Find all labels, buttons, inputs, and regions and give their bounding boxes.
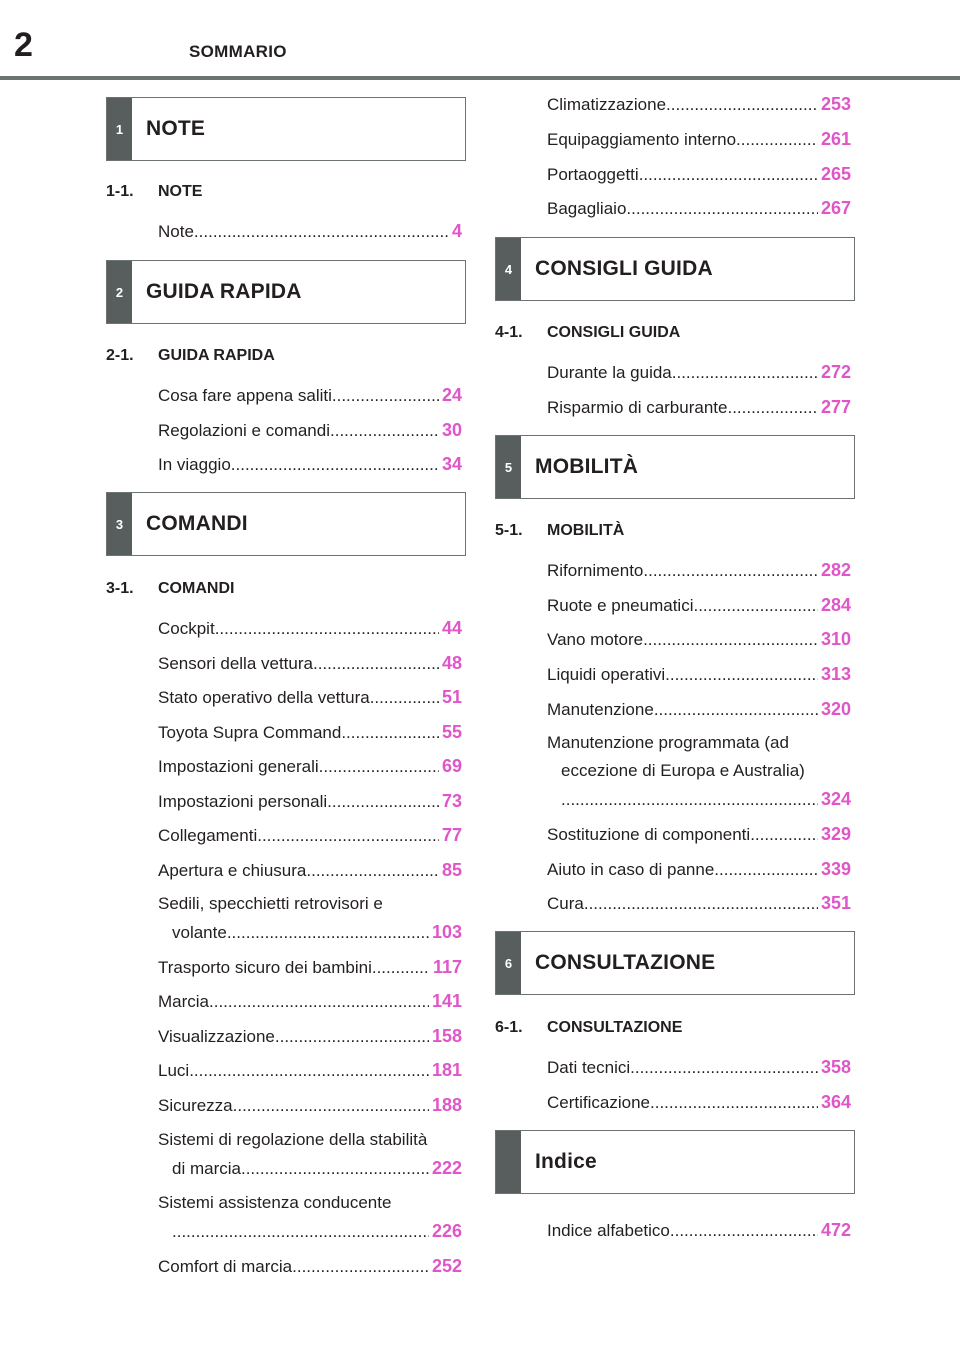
toc-entry-label: Aiuto in caso di panne bbox=[547, 860, 715, 879]
toc-entry-label: Climatizzazione bbox=[547, 95, 667, 114]
toc-entry[interactable] bbox=[158, 1189, 462, 1246]
dot-leader bbox=[189, 1057, 429, 1085]
section-number: 3-1. bbox=[106, 580, 134, 597]
section-title: NOTE bbox=[158, 183, 203, 200]
dot-leader bbox=[693, 592, 817, 620]
toc-entry-label: Manutenzione programmata (ad bbox=[547, 733, 789, 752]
dot-leader bbox=[736, 126, 818, 154]
toc-entry-label: eccezione di Europa e Australia) bbox=[561, 761, 805, 780]
toc-entry-label: Cura bbox=[547, 894, 584, 913]
toc-entry[interactable] bbox=[158, 787, 462, 816]
section-heading bbox=[106, 183, 202, 201]
dot-leader bbox=[341, 719, 439, 747]
toc-entry-label: Equipaggiamento interno bbox=[547, 130, 737, 149]
toc-page-number[interactable]: 339 bbox=[820, 859, 851, 879]
dot-leader bbox=[672, 359, 818, 387]
toc-page-number[interactable]: 272 bbox=[820, 362, 851, 382]
dot-leader bbox=[332, 382, 439, 410]
dot-leader bbox=[561, 786, 818, 814]
toc-page-number[interactable]: 181 bbox=[431, 1060, 462, 1080]
toc-entry[interactable] bbox=[158, 614, 462, 643]
dot-leader bbox=[241, 1155, 429, 1183]
section-number: 5-1. bbox=[495, 522, 523, 539]
toc-page-number[interactable]: 222 bbox=[431, 1158, 462, 1178]
toc-entry[interactable] bbox=[547, 1053, 851, 1082]
toc-page-number[interactable]: 284 bbox=[820, 595, 851, 615]
dot-leader bbox=[654, 696, 818, 724]
toc-page-number[interactable]: 310 bbox=[820, 629, 851, 649]
chapter-title: CONSULTAZIONE bbox=[535, 951, 716, 974]
toc-page-number[interactable]: 24 bbox=[441, 385, 462, 405]
toc-entry-label: Durante la guida bbox=[547, 363, 672, 382]
page-header bbox=[0, 0, 960, 80]
toc-page-number[interactable]: 320 bbox=[820, 699, 851, 719]
toc-entry-label: Portaoggetti bbox=[547, 165, 639, 184]
chapter-number-tab: 3 bbox=[107, 493, 132, 555]
dot-leader bbox=[714, 856, 818, 884]
chapter-number-tab: 6 bbox=[496, 932, 521, 994]
section-number: 1-1. bbox=[106, 183, 134, 200]
toc-page-number[interactable]: 85 bbox=[441, 860, 462, 880]
toc-entry-label: Certificazione bbox=[547, 1093, 650, 1112]
dot-leader bbox=[639, 161, 818, 189]
dot-leader bbox=[209, 988, 429, 1016]
toc-page-number[interactable]: 4 bbox=[451, 221, 462, 241]
header-title: SOMMARIO bbox=[189, 42, 287, 61]
dot-leader bbox=[670, 1217, 818, 1245]
toc-entry[interactable] bbox=[158, 381, 462, 410]
toc-entry-label: Sostituzione di componenti bbox=[547, 825, 751, 844]
toc-entry[interactable] bbox=[158, 683, 462, 712]
toc-page-number[interactable]: 117 bbox=[432, 957, 462, 977]
toc-page-number[interactable]: 34 bbox=[441, 454, 462, 474]
toc-page-number[interactable]: 69 bbox=[441, 756, 462, 776]
toc-page-number[interactable]: 55 bbox=[441, 722, 462, 742]
dot-leader bbox=[750, 821, 818, 849]
section-number: 2-1. bbox=[106, 347, 134, 364]
toc-entry[interactable] bbox=[547, 358, 851, 387]
chapter-heading-box[interactable] bbox=[495, 435, 855, 499]
dot-leader bbox=[372, 954, 430, 982]
toc-entry[interactable] bbox=[158, 1091, 462, 1120]
dot-leader bbox=[330, 417, 439, 445]
toc-entry[interactable] bbox=[547, 90, 851, 119]
dot-leader bbox=[227, 919, 429, 947]
toc-entry-label: Note bbox=[158, 222, 194, 241]
section-heading bbox=[495, 324, 680, 342]
dot-leader bbox=[275, 1023, 429, 1051]
toc-page-number[interactable]: 313 bbox=[820, 664, 851, 684]
toc-entry-label: Sensori della vettura bbox=[158, 654, 313, 673]
chapter-title: GUIDA RAPIDA bbox=[146, 280, 302, 303]
toc-entry[interactable] bbox=[158, 1252, 462, 1281]
chapter-heading-box[interactable] bbox=[106, 97, 466, 161]
dot-leader bbox=[650, 1089, 818, 1117]
toc-entry[interactable] bbox=[158, 718, 462, 747]
section-title: GUIDA RAPIDA bbox=[158, 347, 275, 364]
toc-entry-label: di marcia bbox=[172, 1159, 241, 1178]
chapter-title: CONSIGLI GUIDA bbox=[535, 257, 713, 280]
toc-entry[interactable] bbox=[158, 1022, 462, 1051]
toc-entry-label: Sicurezza bbox=[158, 1096, 233, 1115]
chapter-number-tab: 1 bbox=[107, 98, 132, 160]
toc-entry[interactable] bbox=[547, 695, 851, 724]
section-number: 6-1. bbox=[495, 1019, 523, 1036]
toc-entry-label: Apertura e chiusura bbox=[158, 861, 307, 880]
toc-entry[interactable] bbox=[158, 953, 462, 982]
toc-entry[interactable] bbox=[158, 890, 462, 947]
page-number: 2 bbox=[14, 26, 33, 64]
toc-entry[interactable] bbox=[547, 194, 851, 223]
toc-entry[interactable] bbox=[547, 591, 851, 620]
dot-leader bbox=[327, 788, 439, 816]
chapter-title: COMANDI bbox=[146, 512, 248, 535]
toc-page-number[interactable]: 158 bbox=[431, 1026, 462, 1046]
dot-leader bbox=[319, 753, 439, 781]
toc-entry-label: Toyota Supra Command bbox=[158, 723, 342, 742]
toc-page-number[interactable]: 226 bbox=[431, 1221, 462, 1241]
toc-entry-label: Dati tecnici bbox=[547, 1058, 631, 1077]
toc-entry-label: Stato operativo della vettura bbox=[158, 688, 370, 707]
toc-entry-label: Cockpit bbox=[158, 619, 215, 638]
toc-entry-label: Manutenzione bbox=[547, 700, 654, 719]
toc-entry-label: Marcia bbox=[158, 992, 210, 1011]
toc-entry[interactable] bbox=[547, 889, 851, 918]
toc-entry[interactable] bbox=[547, 625, 851, 654]
toc-page-number[interactable]: 472 bbox=[820, 1220, 851, 1240]
dot-leader bbox=[370, 684, 439, 712]
chapter-heading-box[interactable] bbox=[106, 492, 466, 556]
dot-leader bbox=[626, 195, 818, 223]
dot-leader bbox=[665, 661, 818, 689]
dot-leader bbox=[306, 857, 439, 885]
toc-entry[interactable] bbox=[158, 217, 462, 246]
toc-entry-label: volante bbox=[172, 923, 227, 942]
toc-entry-label: Impostazioni personali bbox=[158, 792, 328, 811]
toc-page-number[interactable]: 358 bbox=[820, 1057, 851, 1077]
toc-entry-label: Rifornimento bbox=[547, 561, 644, 580]
toc-entry[interactable] bbox=[158, 1126, 462, 1183]
section-heading bbox=[106, 347, 275, 365]
toc-entry[interactable] bbox=[547, 125, 851, 154]
toc-entry-label: Cosa fare appena saliti bbox=[158, 386, 332, 405]
toc-entry[interactable] bbox=[547, 1216, 851, 1245]
toc-page-number[interactable]: 324 bbox=[820, 789, 851, 809]
toc-entry-label: Trasporto sicuro dei bambini bbox=[158, 958, 372, 977]
dot-leader bbox=[313, 650, 439, 678]
section-number: 4-1. bbox=[495, 324, 523, 341]
toc-page-number[interactable]: 364 bbox=[820, 1092, 851, 1112]
toc-entry[interactable] bbox=[547, 556, 851, 585]
toc-entry-label: Ruote e pneumatici bbox=[547, 596, 694, 615]
chapter-title: Indice bbox=[535, 1150, 597, 1173]
dot-leader bbox=[630, 1054, 818, 1082]
toc-entry-label: Comfort di marcia bbox=[158, 1257, 293, 1276]
dot-leader bbox=[643, 557, 818, 585]
toc-page-number[interactable]: 261 bbox=[820, 129, 851, 149]
dot-leader bbox=[257, 822, 439, 850]
toc-entry[interactable] bbox=[158, 821, 462, 850]
toc-entry[interactable] bbox=[547, 393, 851, 422]
section-title: CONSIGLI GUIDA bbox=[547, 324, 681, 341]
toc-entry[interactable] bbox=[158, 856, 462, 885]
toc-entry-label: Sedili, specchietti retrovisori e bbox=[158, 894, 383, 913]
chapter-heading-box[interactable] bbox=[495, 237, 855, 301]
section-title: COMANDI bbox=[158, 580, 235, 597]
section-title: CONSULTAZIONE bbox=[547, 1019, 683, 1036]
chapter-heading-box[interactable] bbox=[495, 1130, 855, 1194]
toc-page-number[interactable]: 253 bbox=[820, 94, 851, 114]
toc-page-number[interactable]: 282 bbox=[820, 560, 851, 580]
toc-page-number[interactable]: 73 bbox=[441, 791, 462, 811]
toc-entry[interactable] bbox=[158, 416, 462, 445]
toc-entry-label: Bagagliaio bbox=[547, 199, 627, 218]
toc-page-number[interactable]: 44 bbox=[441, 618, 462, 638]
toc-entry-label: Liquidi operativi bbox=[547, 665, 666, 684]
toc-page-number[interactable]: 351 bbox=[820, 893, 851, 913]
toc-entry[interactable] bbox=[158, 987, 462, 1016]
chapter-heading-box[interactable] bbox=[495, 931, 855, 995]
toc-page-number[interactable]: 252 bbox=[431, 1256, 462, 1276]
dot-leader bbox=[172, 1218, 429, 1246]
chapter-title: MOBILITÀ bbox=[535, 455, 639, 478]
toc-entry-label: Visualizzazione bbox=[158, 1027, 275, 1046]
toc-entry-label: Impostazioni generali bbox=[158, 757, 319, 776]
chapter-number-tab: 2 bbox=[107, 261, 132, 323]
toc-entry-label: Sistemi di regolazione della stabilità bbox=[158, 1130, 428, 1149]
toc-page-number[interactable]: 30 bbox=[441, 420, 462, 440]
chapter-title: NOTE bbox=[146, 117, 206, 140]
toc-page-number[interactable]: 329 bbox=[820, 824, 851, 844]
toc-entry[interactable] bbox=[547, 160, 851, 189]
dot-leader bbox=[643, 626, 818, 654]
toc-page-number[interactable]: 103 bbox=[431, 922, 462, 942]
section-heading bbox=[106, 580, 234, 598]
toc-entry[interactable] bbox=[158, 1056, 462, 1085]
toc-page-number[interactable]: 48 bbox=[441, 653, 462, 673]
dot-leader bbox=[215, 615, 439, 643]
toc-entry[interactable] bbox=[158, 752, 462, 781]
toc-page-number[interactable]: 188 bbox=[431, 1095, 462, 1115]
toc-page-number[interactable]: 277 bbox=[820, 397, 851, 417]
dot-leader bbox=[231, 451, 439, 479]
chapter-number-tab: 4 bbox=[496, 238, 521, 300]
toc-page-number[interactable]: 51 bbox=[441, 687, 462, 707]
dot-leader bbox=[292, 1253, 429, 1281]
chapter-number-tab: 5 bbox=[496, 436, 521, 498]
toc-entry[interactable] bbox=[158, 450, 462, 479]
dot-leader bbox=[666, 91, 818, 119]
toc-page-number[interactable]: 265 bbox=[820, 164, 851, 184]
toc-page-number[interactable]: 77 bbox=[441, 825, 462, 845]
toc-entry[interactable] bbox=[547, 660, 851, 689]
toc-page-number[interactable]: 267 bbox=[820, 198, 851, 218]
toc-entry[interactable] bbox=[547, 820, 851, 849]
toc-entry-label: Indice alfabetico bbox=[547, 1221, 670, 1240]
dot-leader bbox=[194, 218, 449, 246]
toc-entry-label: Regolazioni e comandi bbox=[158, 421, 330, 440]
toc-entry-label: Sistemi assistenza conducente bbox=[158, 1193, 392, 1212]
chapter-heading-box[interactable] bbox=[106, 260, 466, 324]
section-heading bbox=[495, 522, 624, 540]
toc-entry-label: Luci bbox=[158, 1061, 190, 1080]
dot-leader bbox=[584, 890, 818, 918]
toc-entry-label: Collegamenti bbox=[158, 826, 258, 845]
header-rule bbox=[0, 76, 960, 80]
toc-entry[interactable] bbox=[547, 855, 851, 884]
section-heading bbox=[495, 1019, 682, 1037]
section-title: MOBILITÀ bbox=[547, 522, 625, 539]
toc-entry[interactable] bbox=[547, 1088, 851, 1117]
dot-leader bbox=[233, 1092, 429, 1120]
toc-entry[interactable] bbox=[547, 729, 851, 814]
toc-entry-label: Vano motore bbox=[547, 630, 644, 649]
toc-entry[interactable] bbox=[158, 649, 462, 678]
chapter-number-tab bbox=[496, 1131, 521, 1193]
toc-entry-label: In viaggio bbox=[158, 455, 231, 474]
dot-leader bbox=[727, 394, 817, 422]
toc-entry-label: Risparmio di carburante bbox=[547, 398, 728, 417]
toc-page-number[interactable]: 141 bbox=[431, 991, 462, 1011]
